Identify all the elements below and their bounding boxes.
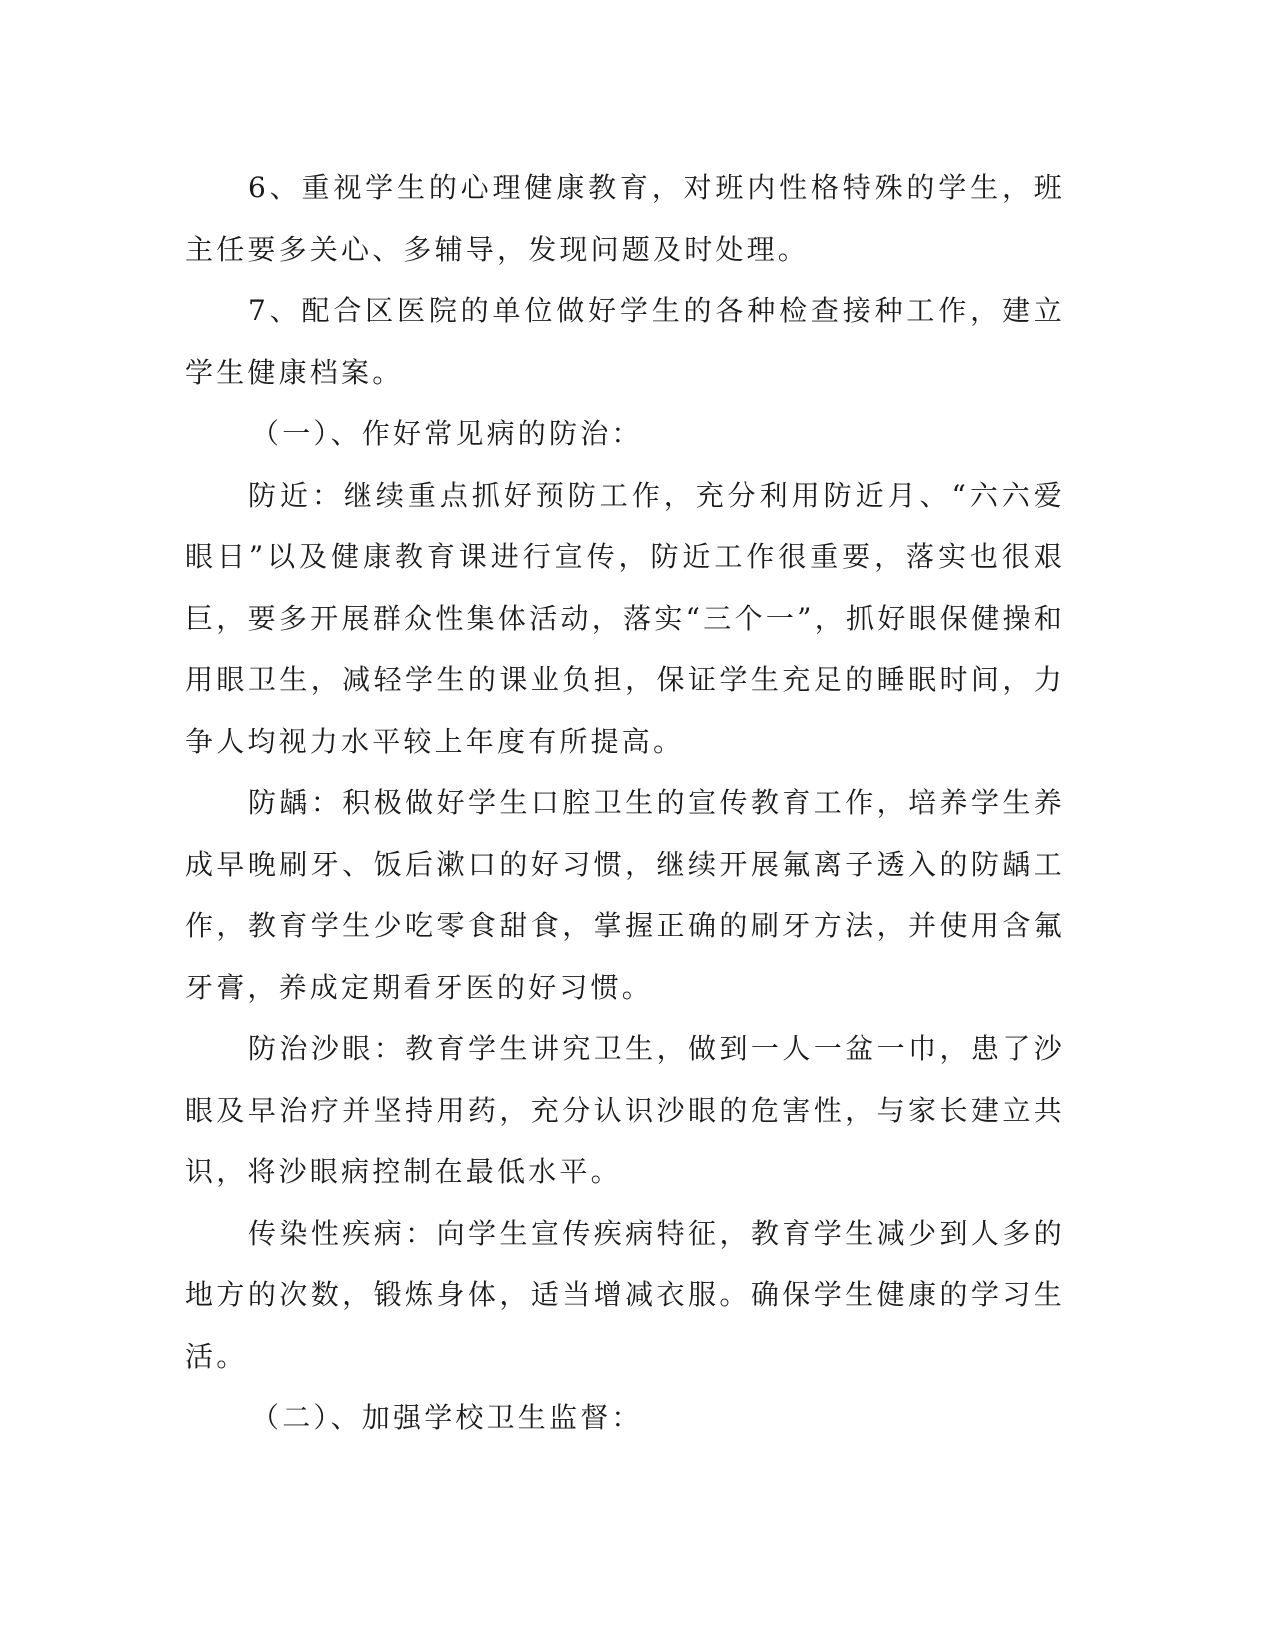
paragraph-health-records: 7、配合区医院的单位做好学生的各种检查接种工作，建立学生健康档案。 [185,294,1065,389]
paragraph-psychological-health: 6、重视学生的心理健康教育，对班内性格特殊的学生，班主任要多关心、多辅导，发现问题及时处理。 [185,171,1065,266]
section-heading-hygiene-supervision: （二）、加强学校卫生监督： [251,1401,643,1434]
paragraph-infectious-disease: 传染性疾病：向学生宣传疾病特征，教育学生减少到人多的地方的次数，锻炼身体，适当增减衣服。确保学生健康的学习生活。 [185,1216,1065,1373]
paragraph-caries-prevention: 防龋：积极做好学生口腔卫生的宣传教育工作，培养学生养成早晚刷牙、饭后漱口的好习惯，继续开展氟离子透入的防龋工作，教育学生少吃零食甜食，掌握正确的刷牙方法，并使用含氟牙膏，养成定期看牙医的好习惯。 [185,786,1065,1004]
paragraph-trachoma-prevention: 防治沙眼：教育学生讲究卫生，做到一人一盆一巾，患了沙眼及早治疗并坚持用药，充分认识沙眼的危害性，与家长建立共识，将沙眼病控制在最低水平。 [185,1032,1065,1188]
paragraph-myopia-prevention: 防近：继续重点抓好预防工作，充分利用防近月、“六六爱眼日”以及健康教育课进行宣传，防近工作很重要，落实也很艰巨，要多开展群众性集体活动，落实“三个一”，抓好眼保健操和用眼卫生，减轻学生的课业负担，保证学生充足的睡眠时间，力争人均视力水平较上年度有所提高。 [185,478,1065,758]
section-heading-common-diseases: （一）、作好常见病的防治： [251,417,643,450]
document-body [185,157,1065,1449]
